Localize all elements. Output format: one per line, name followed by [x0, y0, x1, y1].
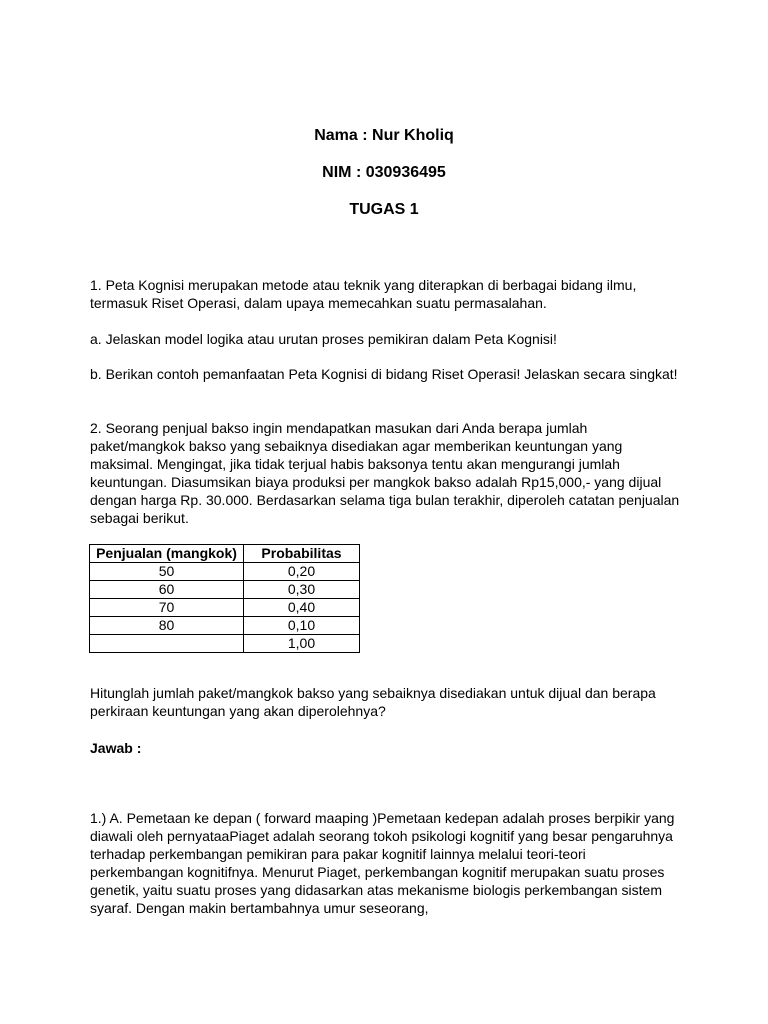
student-nim: NIM : 030936495 [322, 164, 446, 181]
table-header-row [90, 545, 360, 563]
question-1-intro: 1. Peta Kognisi merupakan metode atau teknik yang diterapkan di berbagai bidang ilmu, termasuk Riset Operasi, dalam upaya memecahkan suatu permasalahan. [90, 277, 637, 311]
table-cell-sales: 60 [90, 581, 244, 599]
table-cell-probability: 0,30 [244, 581, 360, 599]
question-2-prompt: Hitunglah jumlah paket/mangkok bakso yang sebaiknya disediakan untuk dijual dan berapa perkiraan keuntungan yang akan diperolehnya? [90, 685, 656, 719]
table-row [90, 563, 360, 581]
assignment-title: TUGAS 1 [349, 201, 419, 218]
table-cell-sales: 80 [90, 617, 244, 635]
table-row [90, 599, 360, 617]
table-cell-probability: 0,10 [244, 617, 360, 635]
question-1b: b. Berikan contoh pemanfaatan Peta Kognisi di bidang Riset Operasi! Jelaskan secara singkat! [90, 366, 678, 382]
table-row-total [90, 635, 360, 653]
answer-text: 1.) A. Pemetaan ke depan ( forward maaping )Pemetaan kedepan adalah proses berpikir yang diawali oleh pernyataaPiaget adalah seorang tokoh psikologi kognitif yang besar pengaruhnya terhadap perkembangan pemikiran para pakar kognitif lainnya melalui teori-teori perkembangan kognitifnya. Menurut Piaget, perkembangan kognitif merupakan suatu proses genetik, yaitu suatu proses yang didasarkan atas mekanisme biologis perkembangan sistem syaraf. Dengan makin bertambahnya umur seseorang, [90, 810, 675, 916]
table-header-probability: Probabilitas [244, 545, 360, 563]
table-cell-sales: 50 [90, 563, 244, 581]
table-cell-probability-total: 1,00 [244, 635, 360, 653]
table-row [90, 581, 360, 599]
table-header-sales: Penjualan (mangkok) [90, 545, 244, 563]
answer-label: Jawab : [90, 740, 142, 756]
table-cell-probability: 0,20 [244, 563, 360, 581]
table-cell-sales: 70 [90, 599, 244, 617]
table-cell-sales [90, 635, 244, 653]
question-1a: a. Jelaskan model logika atau urutan proses pemikiran dalam Peta Kognisi! [90, 331, 557, 347]
question-2-intro: 2. Seorang penjual bakso ingin mendapatkan masukan dari Anda berapa jumlah paket/mangkok bakso yang sebaiknya disediakan agar memberikan keuntungan yang maksimal. Mengingat, jika tidak terjual habis baksonya tentu akan mengurangi jumlah keuntungan. Diasumsikan biaya produksi per mangkok bakso adalah Rp15,000,- yang dijual dengan harga Rp. 30.000. Berdasarkan selama tiga bulan terakhir, diperoleh catatan penjualan sebagai berikut. [90, 420, 680, 526]
student-name: Nama : Nur Kholiq [314, 127, 454, 144]
sales-probability-table [89, 544, 360, 653]
table-cell-probability: 0,40 [244, 599, 360, 617]
table-row [90, 617, 360, 635]
